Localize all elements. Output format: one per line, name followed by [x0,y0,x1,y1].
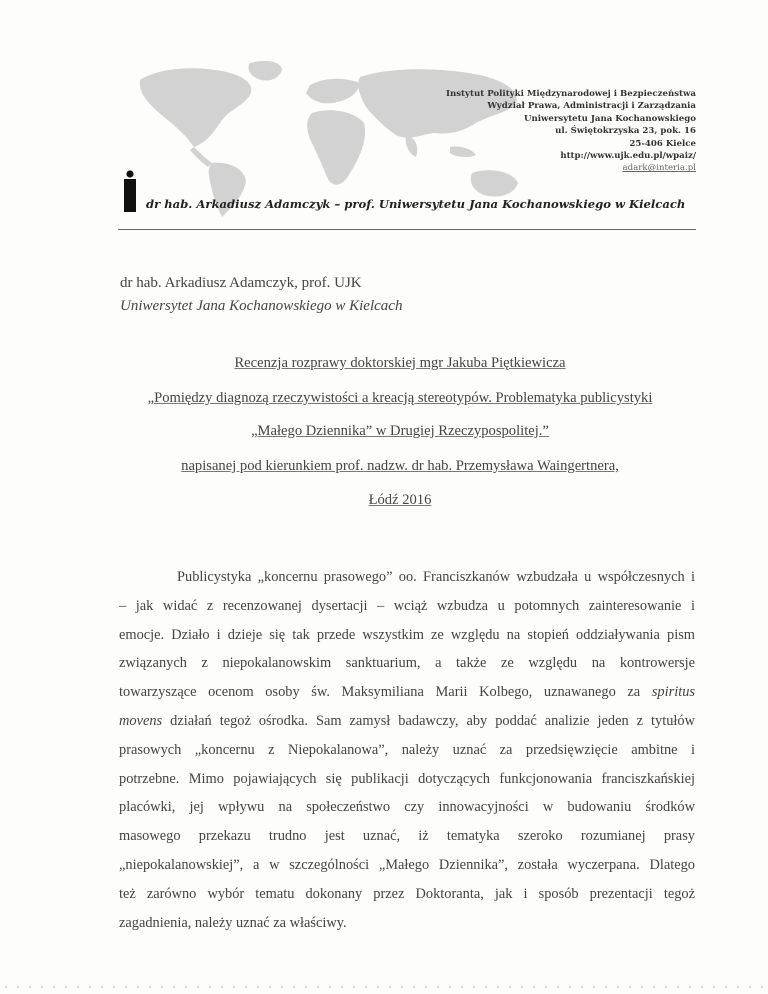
dissertation-title-text-2: „Małego Dziennika” w Drugiej Rzeczypospolitej.” [251,423,549,439]
scan-dotted-border [0,986,768,988]
dissertation-title-text-1: „Pomiędzy diagnozą rzeczywistości a kreacją stereotypów. Problematyka publicystyki [147,390,653,406]
email-link[interactable]: adark@interia.pl [622,163,696,174]
street-address: ul. Świętokrzyska 23, pok. 16 [555,126,696,137]
postal-city: 25-406 Kielce [629,138,696,149]
body-line: masowego przekazu trudno jest uznać, iż tematyka szeroko rozumianej prasy [119,828,695,845]
place-date-line [110,492,690,509]
person-silhouette-icon [123,170,137,212]
letterhead-signature-line: dr hab. Arkadiusz Adamczyk – prof. Uniwersytetu Jana Kochanowskiego w Kielcach [146,197,686,211]
dissertation-title-line-1 [110,390,690,407]
place-date-text: Łódź 2016 [368,492,432,508]
body-line: prasowych „koncernu z Niepokalanowa”, należy uznać za przedsięwzięcie ambitne i [119,741,695,758]
body-line: towarzyszące ocenom osoby św. Maksymiliana Marii Kolbego, uznawanego za spiritus [119,684,695,701]
supervisor-text: napisanej pod kierunkiem prof. nadzw. dr hab. Przemysława Waingertnera, [181,458,619,474]
body-line: też zarówno wybór tematu dokonany przez Doktoranta, jak i sposób prezentacji tegoż [119,885,695,902]
body-line: potrzebne. Mimo pojawiających się publikacji dotyczących funkcjonowania franciszkańskiej [119,770,695,787]
review-title-text: Recenzja rozprawy doktorskiej mgr Jakuba Piętkiewicza [234,355,566,371]
review-body-paragraph [119,563,695,937]
body-line: emocje. Działo i dzieje się tak przede wszystkim ze względu na stopień oddziaływania pism [119,626,695,643]
body-line: związanych z niepokalanowskim sanktuarium, a także ze względu na kontrowersje [119,655,695,672]
institute-name: Instytut Polityki Międzynarodowej i Bezpieczeństwa [445,89,696,99]
body-line: zagadnienia, należy uznać za właściwy. [119,914,347,931]
header-divider [118,229,696,230]
body-line: „niepokalanowskiej”, a w szczególności „Małego Dziennika”, została wyczerpana. Dlatego [119,856,695,873]
university-name: Uniwersytetu Jana Kochanowskiego [523,113,696,124]
body-line: – jak widać z recenzowanej dysertacji – wciąż wzbudza u potomnych zainteresowanie i [119,597,695,614]
faculty-name: Wydział Prawa, Administracji i Zarządzania [487,101,696,112]
body-line: placówki, jej wpływu na społeczeństwo czy innowacyjności w budowaniu środków [119,799,695,816]
body-line [119,563,695,592]
author-name: dr hab. Arkadiusz Adamczyk, prof. UJK [120,275,362,291]
institute-address-block [376,88,696,175]
author-university: Uniwersytet Jana Kochanowskiego w Kielcach [120,298,403,314]
dissertation-title-line-2 [110,423,690,440]
website-link[interactable]: http://www.ujk.edu.pl/wpaiz/ [560,151,696,162]
body-line-text: Publicystyka „koncernu prasowego” oo. Franciszkanów wzbudzała u współczesnych i [177,569,695,585]
supervisor-line [110,458,690,475]
body-line: movens działań tegoż ośrodka. Sam zamysł badawczy, aby poddać analizie jeden z tytułów [119,712,695,729]
review-title-line [110,355,690,372]
